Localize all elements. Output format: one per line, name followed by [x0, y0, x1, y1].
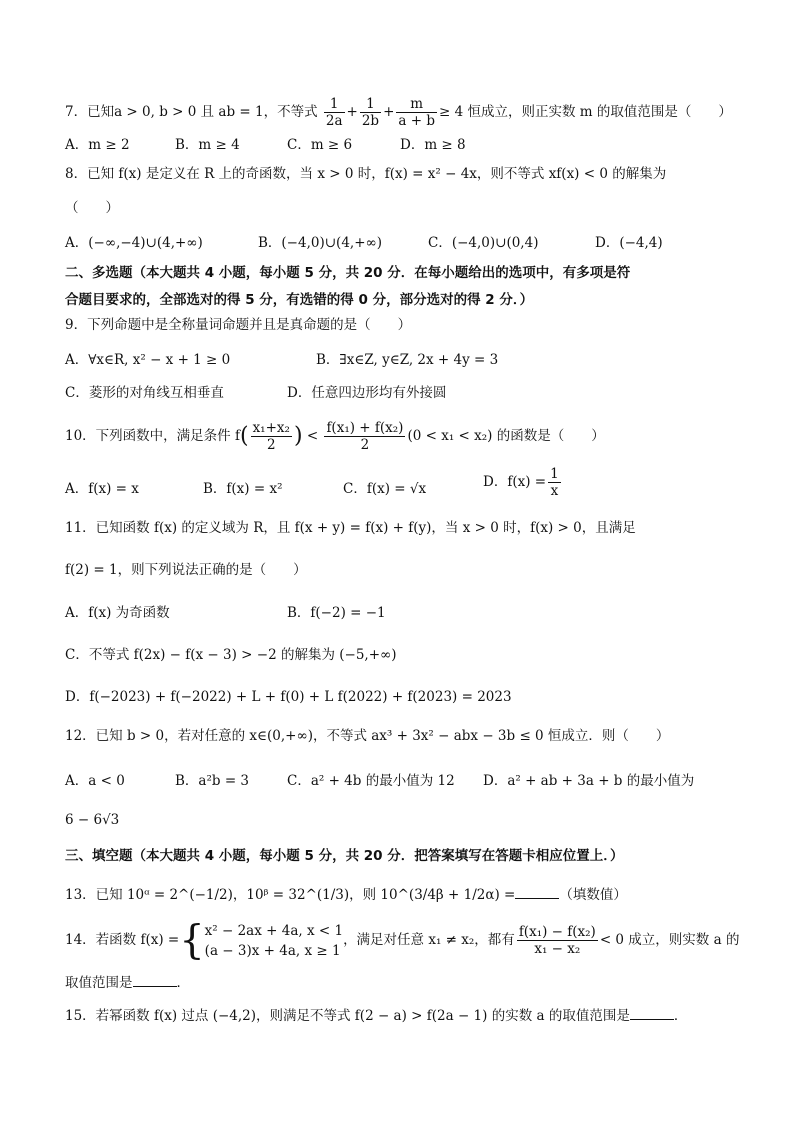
q12-option-d: D．a² + ab + 3a + b 的最小值为 [483, 773, 695, 789]
q14-fraction: $\frac{\text{f(x₁) − f(x₂)}}{\text{x₁ − x₂}}$ [518, 924, 596, 957]
q14-answer-blank[interactable] [133, 972, 177, 987]
q14-stem-line2: 取值范围是 ． [65, 972, 754, 993]
q9-option-d: D．任意四边形均有外接圆 [287, 385, 447, 401]
q12-option-d-continuation: 6 − 6√3 [65, 812, 120, 828]
q12-option-a: A．a < 0 [65, 773, 125, 789]
q8-stem: 8．已知 f(x) 是定义在 R 上的奇函数，当 x > 0 时，f(x) = x² − 4x，则不等式 xf(x) < 0 的解集为 [65, 166, 667, 182]
q8-option-c: C．(−4,0)∪(0,4) [428, 235, 539, 251]
q14-brace: { [179, 917, 205, 964]
q8-option-a: A．(−∞,−4)∪(4,+∞) [65, 235, 203, 251]
q7-option-a: A．m ≥ 2 [65, 137, 130, 153]
q10-stem: 10．下列函数中，满足条件 f( $\frac{\text{x₁+x₂}}{2}$ ) < $\frac{\text{f(x₁) + f(x₂)}}{2}$ (0 < x₁ < x₂) 的函数是（ ） [65, 420, 605, 453]
q7-option-c: C．m ≥ 6 [287, 137, 353, 153]
q11-stem-line2: f(2) = 1，则下列说法正确的是（ ） [65, 562, 307, 578]
q7-condition: a > 0, b > 0 且 ab = 1，不等式 [114, 104, 318, 120]
q11-option-d: D．f(−2023) + f(−2022) + L + f(0) + L f(2022) + f(2023) = 2023 [65, 689, 512, 705]
q12-stem: 12．已知 b > 0，若对任意的 x∈(0,+∞)，不等式 ax³ + 3x² − abx − 3b ≤ 0 恒成立．则（ ） [65, 728, 670, 744]
q9-option-a: A．∀x∈R, x² − x + 1 ≥ 0 [65, 352, 231, 368]
q10-option-c: C．f(x) = √x [343, 481, 427, 497]
section3-heading: 三、填空题（本大题共 4 小题，每小题 5 分，共 20 分．把答案填写在答题卡相应位置上．） [65, 848, 624, 864]
q9-stem: 9．下列命题中是全称量词命题并且是真命题的是（ ） [65, 317, 412, 333]
q11-option-b: B．f(−2) = −1 [287, 605, 386, 621]
q10-option-d: D．f(x) = $\frac{1}{x}$ [483, 466, 559, 499]
q11-option-a: A．f(x) 为奇函数 [65, 605, 170, 621]
q10-option-d-fraction: $\frac{1}{x}$ [550, 466, 559, 499]
q10-option-b: B．f(x) = x² [203, 481, 283, 497]
q10-option-a: A．f(x) = x [65, 481, 139, 497]
q11-option-c: C．不等式 f(2x) − f(x − 3) > −2 的解集为 (−5,+∞) [65, 647, 397, 663]
q7-stem: 7．已知a > 0, b > 0 且 ab = 1，不等式 $\frac{1}{2a}$ + $\frac{1}{2b}$ + $\frac{m}{a + b}$ ≥ 4 恒成立，则正实数 m 的取值范围是（ ） [65, 96, 732, 129]
q9-option-b: B．∃x∈Z, y∈Z, 2x + 4y = 3 [316, 352, 499, 368]
q7-option-d: D．m ≥ 8 [400, 137, 466, 153]
section2-heading-line2: 合题目要求的，全部选对的得 5 分，有选错的得 0 分，部分选对的得 2 分．） [65, 292, 534, 308]
q7-tail: ≥ 4 恒成立，则正实数 m 的取值范围是（ ） [438, 104, 732, 120]
q8-option-b: B．(−4,0)∪(4,+∞) [258, 235, 383, 251]
q14-cases: x² − 2ax + 4a, x < 1 (a − 3)x + 4a, x ≥ 1 [204, 922, 344, 959]
q13-answer-blank[interactable] [515, 884, 559, 899]
q8-option-d: D．(−4,4) [595, 235, 663, 251]
q8-paren: （ ） [65, 200, 119, 216]
q10-arg-fraction: $\frac{\text{x₁+x₂}}{2}$ [252, 420, 290, 453]
q7-fraction-3: $\frac{m}{a + b}$ [398, 96, 435, 129]
q7-number: 7．已知 [65, 104, 115, 120]
q12-option-b: B．a²b = 3 [175, 773, 250, 789]
q14-stem: 14．若函数 f(x) ={ x² − 2ax + 4a, x < 1 (a − 3)x + 4a, x ≥ 1 ，满足对任意 x₁ ≠ x₂，都有 $\frac{\text{f(x₁) − f(x₂)}}{\text{x₁ − x₂}}$ < 0 成立，则实数 a 的 [65, 917, 740, 964]
q15-answer-blank[interactable] [630, 1005, 674, 1020]
q15-stem: 15．若幂函数 f(x) 过点 (−4,2)，则满足不等式 f(2 − a) > f(2a − 1) 的实数 a 的取值范围是 ． [65, 1005, 754, 1026]
q7-option-b: B．m ≥ 4 [175, 137, 240, 153]
q11-stem-line1: 11．已知函数 f(x) 的定义域为 R，且 f(x + y) = f(x) + f(y)，当 x > 0 时，f(x) > 0，且满足 [65, 520, 636, 536]
q7-fraction-1: $\frac{1}{2a}$ [325, 96, 343, 129]
q9-option-c: C．菱形的对角线互相垂直 [65, 385, 224, 401]
q10-rhs-fraction: $\frac{\text{f(x₁) + f(x₂)}}{2}$ [326, 420, 404, 453]
section2-heading-line1: 二、多选题（本大题共 4 小题，每小题 5 分，共 20 分．在每小题给出的选项中，有多项是符 [65, 265, 631, 281]
q12-option-c: C．a² + 4b 的最小值为 12 [287, 773, 455, 789]
q7-fraction-2: $\frac{1}{2b}$ [361, 96, 380, 129]
q13-stem: 13．已知 10ᵅ = 2^(−1/2)，10ᵝ = 32^(1/3)，则 10^(3/4β + 1/2α) = （填数值） [65, 884, 754, 905]
